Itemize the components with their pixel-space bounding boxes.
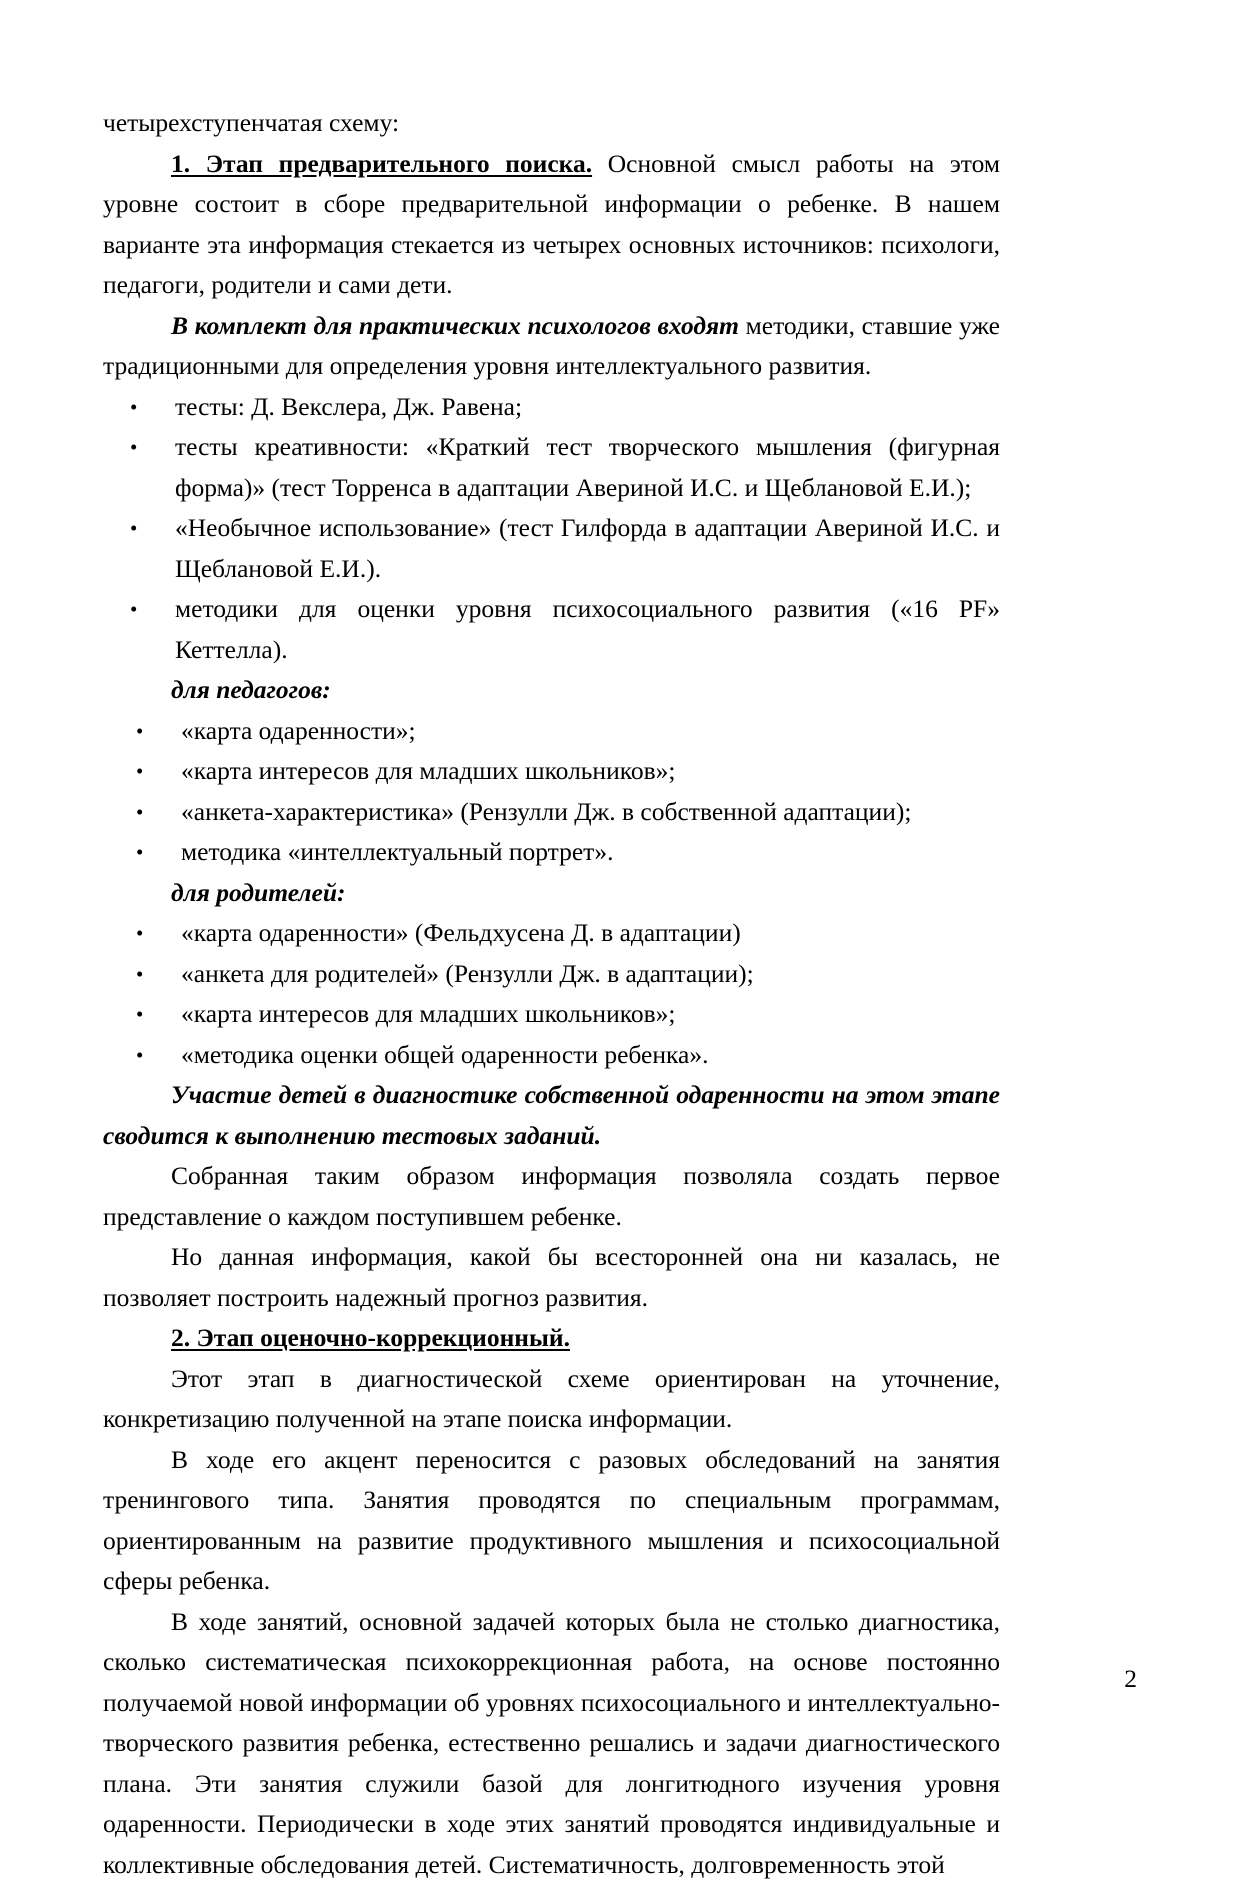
parents-subheading-run: для родителей: <box>171 878 346 907</box>
section-2-intro-paragraph: Этот этап в диагностической схеме ориентирован на уточнение, конкретизацию полученной на этапе поиска информации. <box>103 1359 1000 1440</box>
list-item <box>103 954 1000 995</box>
list-item-text: тесты креативности: «Краткий тест творческого мышления (фигурная форма)» (тест Торренса в адаптации Авериной И.С. и Щеблановой Е.И.); <box>175 427 1000 508</box>
list-item <box>103 427 1000 508</box>
list-item <box>103 508 1000 589</box>
bullet-icon: • <box>130 589 137 630</box>
parents-subheading <box>103 873 1000 914</box>
list-item-text: «карта одаренности» (Фельдхусена Д. в адаптации) <box>181 913 1000 954</box>
teachers-methods-list <box>103 711 1000 873</box>
bullet-icon: • <box>136 913 143 954</box>
psychologists-kit-paragraph <box>103 306 1000 387</box>
section-1-heading-run: 1. Этап предварительного поиска. <box>171 149 592 178</box>
list-item <box>103 832 1000 873</box>
list-item <box>103 711 1000 752</box>
bullet-icon: • <box>136 711 143 752</box>
bullet-icon: • <box>130 387 137 428</box>
list-item-text: тесты: Д. Векслера, Дж. Равена; <box>175 387 1000 428</box>
section-2-heading <box>103 1318 1000 1359</box>
list-item <box>103 792 1000 833</box>
list-item-text: «карта интересов для младших школьников»; <box>181 751 1000 792</box>
section-1-body-run: Основной смысл работы на этом уровне состоит в сборе предварительной информации о ребенке. В нашем варианте эта информация стекается из четырех основных источников: психологи, педагоги, родители и сами дети. <box>103 149 1000 300</box>
list-item <box>103 751 1000 792</box>
teachers-subheading-run: для педагогов: <box>171 675 331 704</box>
collected-info-paragraph: Собранная таким образом информация позволяла создать первое представление о каждом поступившем ребенке. <box>103 1156 1000 1237</box>
bullet-icon: • <box>130 427 137 468</box>
list-item <box>103 1035 1000 1076</box>
forecast-limitation-paragraph: Но данная информация, какой бы всесторонней она ни казалась, не позволяет построить надежный прогноз развития. <box>103 1237 1000 1318</box>
list-item <box>103 913 1000 954</box>
bullet-icon: • <box>136 832 143 873</box>
list-item <box>103 387 1000 428</box>
bullet-icon: • <box>136 1035 143 1076</box>
psychologists-methods-list <box>103 387 1000 671</box>
training-focus-paragraph: В ходе его акцент переносится с разовых обследований на занятия тренингового типа. Занятия проводятся по специальным программам, ориентированным на развитие продуктивного мышления и психосоциальной сферы ребенка. <box>103 1440 1000 1602</box>
section-1-paragraph <box>103 144 1000 306</box>
longitudinal-study-paragraph: В ходе занятий, основной задачей которых была не столько диагностика, сколько систематическая психокоррекционная работа, на основе постоянно получаемой новой информации об уровнях психосоциального и интеллектуально-творческого развития ребенка, естественно решались и задачи диагностического плана. Эти занятия служили базой для лонгитюдного изучения уровня одаренности. Периодически в ходе этих занятий проводятся индивидуальные и коллективные обследования детей. Систематичность, долговременность этой <box>103 1602 1000 1885</box>
list-item-text: «карта интересов для младших школьников»; <box>181 994 1000 1035</box>
psychologists-kit-body-run: методики, ставшие уже традиционными для определения уровня интеллектуального развития. <box>103 311 1000 381</box>
bullet-icon: • <box>136 994 143 1035</box>
paragraph-continuation: четырехступенчатая схему: <box>103 103 1000 144</box>
children-participation-paragraph <box>103 1075 1000 1156</box>
list-item-text: «Необычное использование» (тест Гилфорда в адаптации Авериной И.С. и Щеблановой Е.И.). <box>175 508 1000 589</box>
list-item-text: «карта одаренности»; <box>181 711 1000 752</box>
list-item <box>103 589 1000 670</box>
list-item-text: методика «интеллектуальный портрет». <box>181 832 1000 873</box>
list-item-text: «анкета-характеристика» (Рензулли Дж. в собственной адаптации); <box>181 792 1000 833</box>
page-number: 2 <box>1124 1664 1137 1694</box>
list-item-text: «анкета для родителей» (Рензулли Дж. в адаптации); <box>181 954 1000 995</box>
bullet-icon: • <box>136 792 143 833</box>
section-2-heading-run: 2. Этап оценочно-коррекционный. <box>171 1323 570 1352</box>
bullet-icon: • <box>136 954 143 995</box>
teachers-subheading <box>103 670 1000 711</box>
list-item-text: «методика оценки общей одаренности ребенка». <box>181 1035 1000 1076</box>
page-body <box>103 103 1000 1885</box>
list-item-text: методики для оценки уровня психосоциального развития («16 PF» Кеттелла). <box>175 589 1000 670</box>
bullet-icon: • <box>136 751 143 792</box>
bullet-icon: • <box>130 508 137 549</box>
psychologists-kit-lead-run: В комплект для практических психологов входят <box>171 311 739 340</box>
list-item <box>103 994 1000 1035</box>
children-participation-run: Участие детей в диагностике собственной одаренности на этом этапе сводится к выполнению тестовых заданий. <box>103 1080 1000 1150</box>
parents-methods-list <box>103 913 1000 1075</box>
